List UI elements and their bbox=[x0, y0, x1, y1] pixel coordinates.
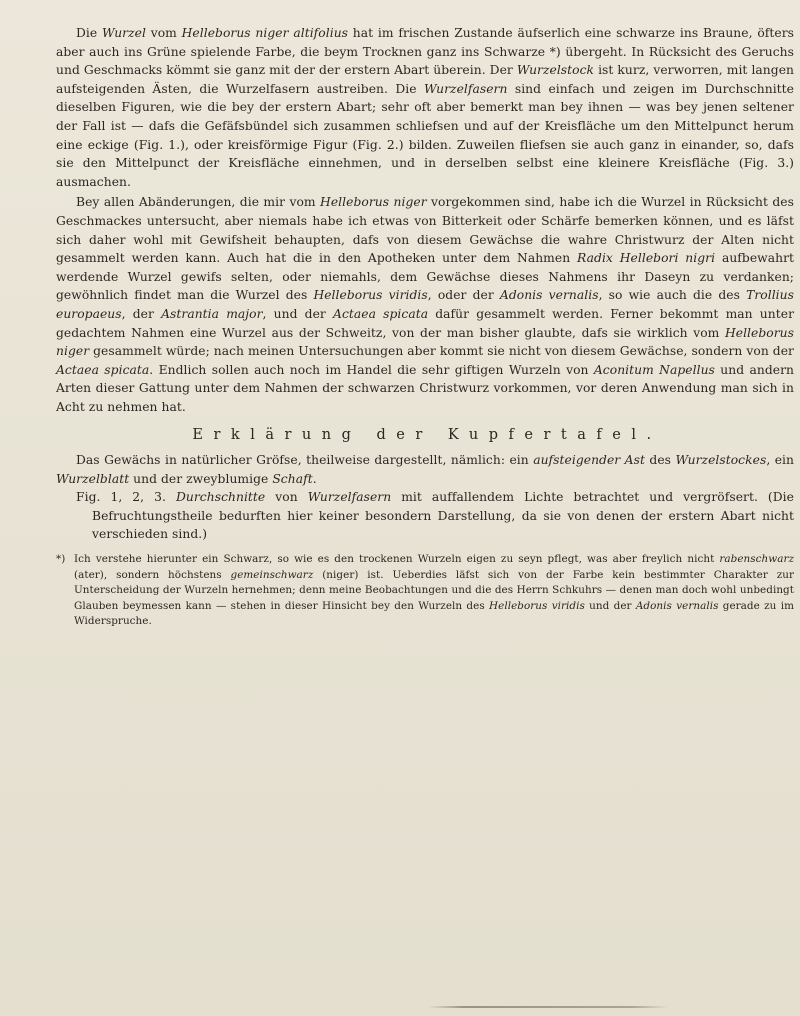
plate-figure-description: Fig. 1, 2, 3. Durchschnitte von Wurzelfasern mit auffallendem Lichte betrachtet und vergröfsert. (Die Befruchtungstheile bedurften hier keiner besondern Darstellung, da sie von denen der erstern Abart nicht verschieden sind.) bbox=[76, 490, 794, 542]
footnote-mark: *) bbox=[56, 553, 66, 566]
paragraph-taste-and-pharmacy: Bey allen Abänderungen, die mir vom Helleborus niger vorgekommen sind, habe ich die Wurzel in Rücksicht des Geschmackes untersucht, aber niemals habe ich etwas von Bitterkeit oder Schärfe bemerken können, und es läfst sich daher wohl mit Gewifsheit behaupten, dafs von diesem Gewächse die wahre Christwurz der Alten nicht gesammelt werden kann. Auch hat die in den Apotheken unter dem Nahmen Radix Hellebori nigri aufbewahrt werdende Wurzel gewifs selten, oder niemahls, dem Gewächse dieses Nahmens ihr Daseyn zu verdanken; gewöhnlich findet man die Wurzel des Helleborus viridis, oder der Adonis vernalis, so wie auch die des Trollius europaeus, der Astrantia major, und der Actaea spicata dafür gesammelt werden. Ferner bekommt man unter gedachtem Nahmen eine Wurzel aus der Schweitz, von der man bisher glaubte, dafs sie wirklich vom Helleborus niger gesammelt würde; nach meinen Untersuchungen aber kommt sie nicht von diesem Gewächse, sondern von der Actaea spicata. Endlich sollen auch noch im Handel die sehr giftigen Wurzeln von Aconitum Napellus und andern Arten dieser Gattung unter dem Nahmen der schwarzen Christwurz vorkommen, vor deren Anwendung man sich in Acht zu nehmen hat. bbox=[56, 195, 794, 414]
bottom-rule bbox=[428, 1006, 668, 1008]
plate-intro: Das Gewächs in natürlicher Gröfse, theilweise dargestellt, nämlich: ein aufsteigender Ast des Wurzelstockes, ein Wurzelblatt und der zweyblumige Schaft. bbox=[56, 453, 794, 486]
paragraph-root-description: Die Wurzel vom Helleborus niger altifolius hat im frischen Zustande äufserlich eine schwarze ins Braune, öfters aber auch ins Grüne spielende Farbe, die beym Trocknen ganz ins Schwarze *) übergeht. In Rücksicht des Geruchs und Geschmacks kömmt sie ganz mit der der erstern Abart überein. Der Wurzelstock ist kurz, verworren, mit langen aufsteigenden Ästen, die Wurzelfasern austreiben. Die Wurzelfasern sind einfach und zeigen im Durchschnitte dieselben Figuren, wie die bey der erstern Abart; sehr oft aber bemerkt man bey ihnen — was bey jenen seltener der Fall ist — dafs die Gefäfsbündel sich zusammen schliefsen und auf der Kreisfläche um den Mittelpunct herum eine eckige (Fig. 1.), oder kreisförmige Figur (Fig. 2.) bilden. Zuweilen fliefsen sie auch ganz in einander, so, dafs sie den Mittelpunct der Kreisfläche einnehmen, und in derselben selbst eine kleinere Kreisfläche (Fig. 3.) ausmachen. bbox=[56, 26, 794, 189]
plate-explanation-heading: Erklärung der Kupfertafel. bbox=[192, 427, 662, 444]
footnote bbox=[56, 552, 794, 630]
page-content bbox=[56, 24, 794, 630]
footnote-text: Ich verstehe hierunter ein Schwarz, so wie es den trockenen Wurzeln eigen zu seyn pflegt, was aber freylich nicht rabenschwarz (ater), sondern höchstens gemeinschwarz (niger) ist. Ueberdies läfst sich von der Farbe kein bestimmter Charakter zur Unterscheidung der Wurzeln hernehmen; denn meine Beobachtungen und die des Herrn Schkuhrs — denen man doch wohl unbedingt Glauben beymessen kann — stehen in dieser Hinsicht bey den Wurzeln des Helleborus viridis und der Adonis vernalis gerade zu im Widerspruche. bbox=[74, 553, 794, 628]
